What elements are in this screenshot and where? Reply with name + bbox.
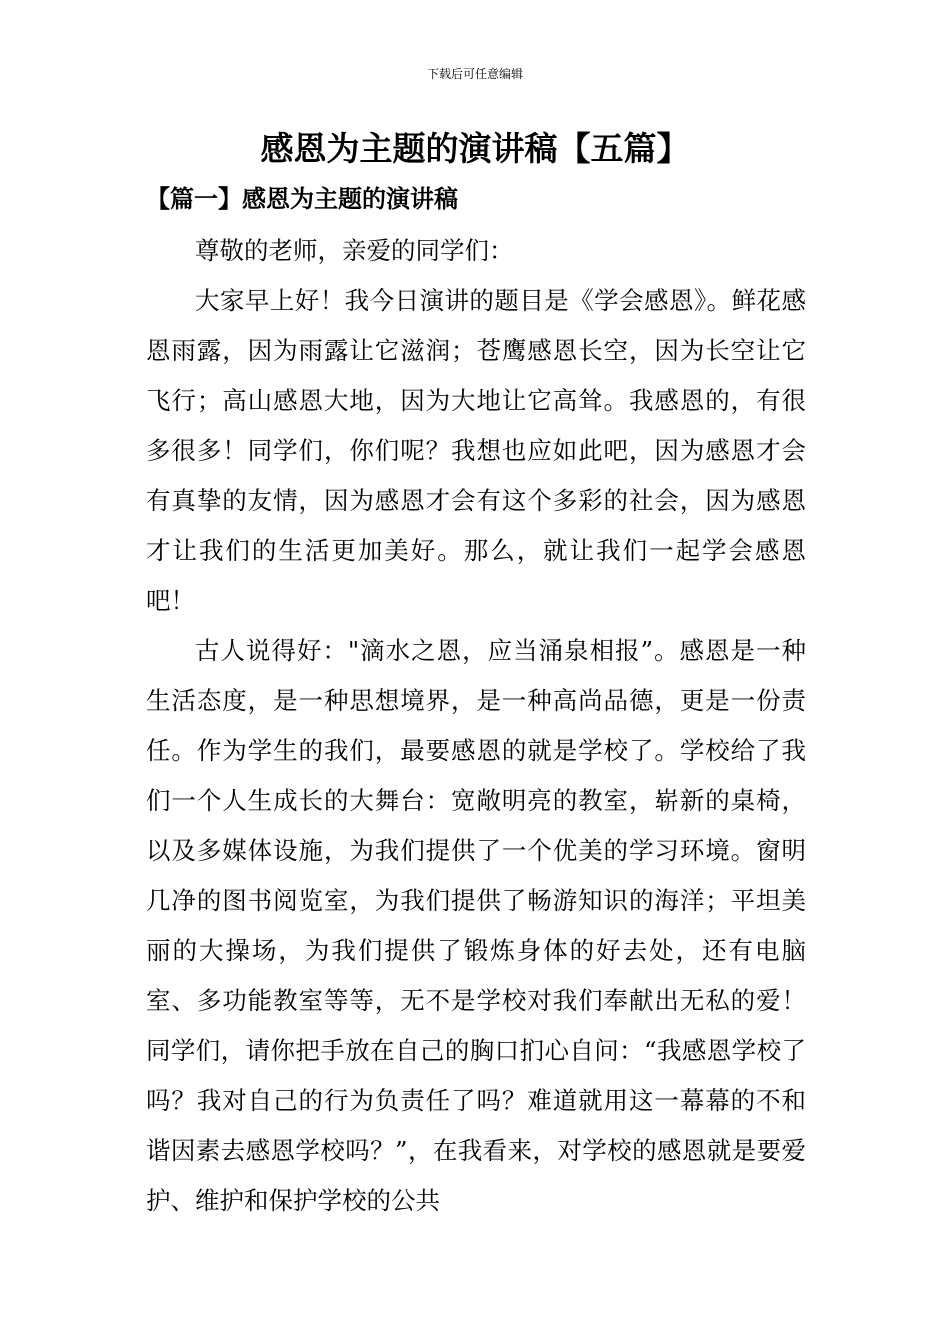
document-title: 感恩为主题的演讲稿【五篇】 <box>260 129 690 168</box>
salutation-paragraph: 尊敬的老师，亲爱的同学们： <box>195 236 514 265</box>
header-note: 下载后可任意编辑 <box>426 67 523 81</box>
body-paragraph-1: 大家早上好！我今日演讲的题目是《学会感恩》。鲜花感恩雨露，因为雨露让它滋润；苍鹰感恩长空，因为长空让它飞行；高山感恩大地，因为大地让它高耸。我感恩的，有很多很多！同学们，你们呢？我想也应如此吧，因为感恩才会有真挚的友情，因为感恩才会有这个多彩的社会，因为感恩才让我们的生活更加美好。那么，就让我们一起学会感恩吧！ <box>146 286 806 615</box>
section-heading: 【篇一】感恩为主题的演讲稿 <box>146 184 458 213</box>
document-body <box>146 226 806 1226</box>
body-paragraph-2: 古人说得好："滴水之恩，应当涌泉相报”。感恩是一种生活态度，是一种思想境界，是一种高尚品德，更是一份责任。作为学生的我们，最要感恩的就是学校了。学校给了我们一个人生成长的大舞台：宽敞明亮的教室，崭新的桌椅，以及多媒体设施，为我们提供了一个优美的学习环境。窗明几净的图书阅览室，为我们提供了畅游知识的海洋；平坦美丽的大操场，为我们提供了锻炼身体的好去处，还有电脑室、多功能教室等等，无不是学校对我们奉献出无私的爱！同学们，请你把手放在自己的胸口扪心自问：“我感恩学校了吗？我对自己的行为负责任了吗？难道就用这一幕幕的不和谐因素去感恩学校吗？”，在我看来，对学校的感恩就是要爱护、维护和保护学校的公共 <box>146 636 806 1215</box>
